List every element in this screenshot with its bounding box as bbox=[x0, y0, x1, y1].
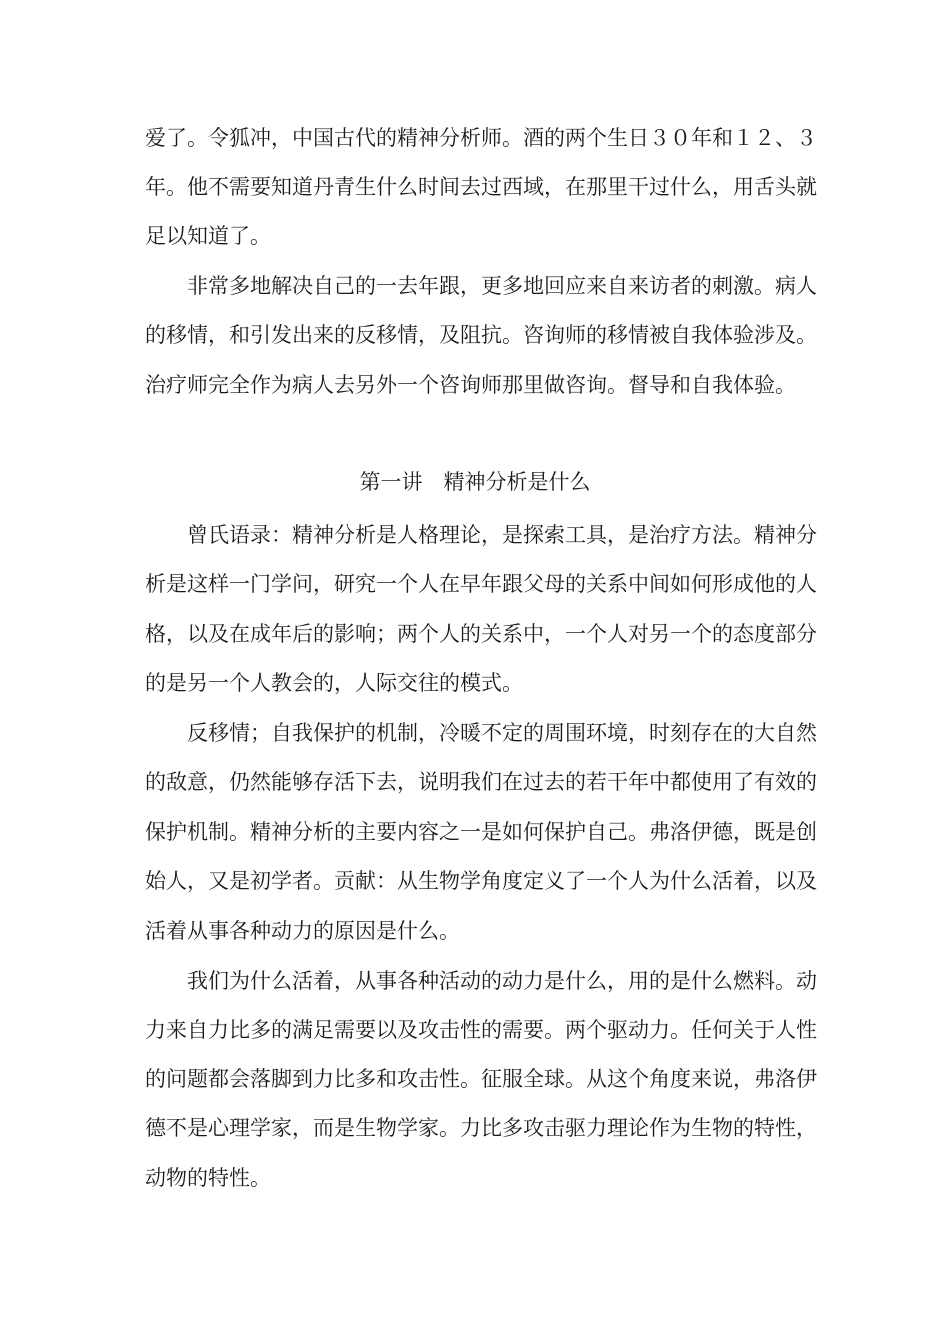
paragraph-line: 始人，又是初学者。贡献：从生物学角度定义了一个人为什么活着，以及 bbox=[145, 869, 817, 893]
paragraph-line: 的是另一个人教会的，人际交往的模式。 bbox=[145, 671, 523, 695]
paragraph-line: 格，以及在成年后的影响；两个人的关系中，一个人对另一个的态度部分 bbox=[145, 622, 817, 646]
paragraph-line: 爱了。令狐冲，中国古代的精神分析师。酒的两个生日３０年和１２、３ bbox=[145, 126, 817, 150]
paragraph-line: 反移情；自我保护的机制，冷暖不定的周围环境，时刻存在的大自然 bbox=[187, 721, 817, 745]
section-heading: 第一讲 精神分析是什么 bbox=[359, 470, 591, 494]
paragraph-line: 保护机制。精神分析的主要内容之一是如何保护自己。弗洛伊德，既是创 bbox=[145, 820, 817, 844]
paragraph-line: 的移情，和引发出来的反移情，及阻抗。咨询师的移情被自我体验涉及。 bbox=[145, 323, 817, 347]
paragraph-line: 我们为什么活着，从事各种活动的动力是什么，用的是什么燃料。动 bbox=[187, 969, 817, 993]
paragraph-line: 治疗师完全作为病人去另外一个咨询师那里做咨询。督导和自我体验。 bbox=[145, 373, 796, 397]
paragraph-line: 析是这样一门学问，研究一个人在早年跟父母的关系中间如何形成他的人 bbox=[145, 572, 817, 596]
paragraph-line: 非常多地解决自己的一去年跟，更多地回应来自来访者的刺激。病人 bbox=[187, 274, 817, 298]
paragraph-line: 力来自力比多的满足需要以及攻击性的需要。两个驱动力。任何关于人性 bbox=[145, 1018, 817, 1042]
paragraph-line: 曾氏语录：精神分析是人格理论，是探索工具，是治疗方法。精神分 bbox=[187, 523, 817, 547]
paragraph-line: 德不是心理学家，而是生物学家。力比多攻击驱力理论作为生物的特性， bbox=[145, 1116, 817, 1140]
paragraph-line: 动物的特性。 bbox=[145, 1166, 271, 1190]
paragraph-line: 年。他不需要知道丹青生什么时间去过西域，在那里干过什么，用舌头就 bbox=[145, 175, 817, 199]
paragraph-line: 足以知道了。 bbox=[145, 224, 271, 248]
paragraph-line: 的问题都会落脚到力比多和攻击性。征服全球。从这个角度来说，弗洛伊 bbox=[145, 1067, 817, 1091]
paragraph-line: 的敌意，仍然能够存活下去，说明我们在过去的若干年中都使用了有效的 bbox=[145, 770, 817, 794]
paragraph-line: 活着从事各种动力的原因是什么。 bbox=[145, 919, 460, 943]
